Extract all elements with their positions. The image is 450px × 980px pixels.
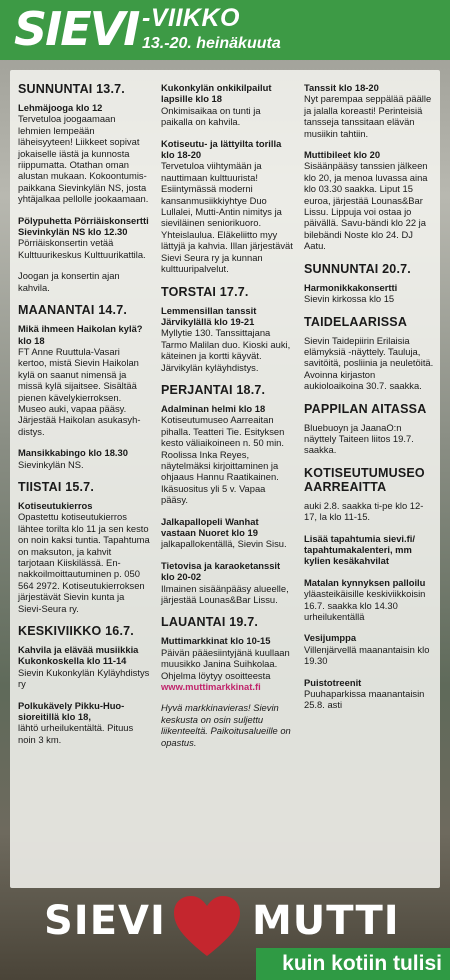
day-heading: SUNNUNTAI 20.7. bbox=[304, 261, 411, 276]
event-title: Tanssit klo 18-20 bbox=[304, 82, 379, 93]
heart-icon bbox=[172, 894, 242, 958]
footer-sievi: SIEVI bbox=[44, 898, 166, 944]
event-item bbox=[18, 700, 150, 746]
event-item bbox=[18, 644, 150, 690]
event-title: Matalan kynnyksen palloilu bbox=[304, 576, 426, 588]
event-description: Bluebuoyn ja JaanaO:n näyttely Taiteen liitos 19.7. saakka. bbox=[304, 421, 414, 456]
footer-mutti: MUTTI bbox=[252, 898, 400, 944]
event-item bbox=[161, 138, 293, 275]
event-title: Kotiseutukierros bbox=[18, 499, 93, 511]
event-title: Mikä ihmeen Haikolan kylä? klo 18 bbox=[18, 323, 143, 346]
event-title: Adalminan helmi klo 18 bbox=[161, 402, 266, 414]
event-title: Polkukävely Pikku-Huosioreitillä klo 18, bbox=[18, 699, 125, 723]
event-title: Harmonikkakonsertti bbox=[304, 281, 398, 293]
day-heading: KOTISEUTUMUSEO AARREAITTA bbox=[304, 465, 425, 494]
event-title: Kahvila ja elävää musiikkia Kukonkoskella klo 11-14 bbox=[18, 644, 139, 667]
day-heading: LAUANTAI 19.7. bbox=[161, 615, 259, 630]
event-item bbox=[161, 305, 293, 373]
day-heading: SUNNUNTAI 13.7. bbox=[18, 82, 125, 96]
day-heading: TIISTAI 15.7. bbox=[18, 479, 95, 494]
event-item bbox=[304, 677, 436, 711]
day-heading: TORSTAI 17.7. bbox=[161, 284, 249, 299]
event-item bbox=[304, 533, 436, 567]
event-description: yläasteikäisille keskiviikkoisin 16.7. saakka klo 14.30 urheilukentällä bbox=[304, 588, 426, 622]
event-description: Myllytie 130. Tanssittajana Tarmo Malilan duo. Kioski auki, käteinen ja kortti käyvät. Järvikylän kyläyhdistys. bbox=[161, 327, 291, 373]
day-heading: TAIDELAARISSA bbox=[304, 314, 408, 329]
event-description: Sievin Kukonkylän Kyläyhdistys ry bbox=[18, 666, 150, 690]
event-item bbox=[304, 500, 436, 523]
event-title: Muttimarkkinat klo 10-15 bbox=[161, 635, 271, 647]
event-title: Mansikkabingo klo 18.30 bbox=[18, 447, 128, 459]
event-item bbox=[161, 560, 293, 606]
event-item bbox=[161, 702, 293, 748]
event-description: Puuhaparkissa maanantaisin 25.8. asti bbox=[304, 688, 425, 711]
event-description: Villenjärvellä maanantaisin klo 19.30 bbox=[304, 643, 430, 667]
event-item bbox=[304, 422, 436, 456]
event-description: Onkimisaikaa on tunti ja paikalla on kahvila. bbox=[161, 104, 261, 128]
event-item bbox=[18, 447, 150, 470]
event-link[interactable]: www.muttimarkkinat.fi bbox=[161, 681, 261, 693]
event-description: Nyt parempaa seppälää päälle ja jalalla koreasti! Perinteisiä tansseja tanssitaan elävän musiikin tahtiin. bbox=[304, 93, 432, 139]
event-item bbox=[18, 323, 150, 437]
event-item bbox=[304, 282, 436, 305]
event-item bbox=[304, 632, 436, 666]
event-title: Kukonkylän onkikilpailut lapsille klo 18 bbox=[161, 82, 272, 105]
day-heading: PAPPILAN AITASSA bbox=[304, 401, 427, 416]
event-item bbox=[161, 403, 293, 506]
event-description: lähtö urheilukentältä. Pituus noin 3 km. bbox=[18, 722, 134, 745]
event-title: Vesijumppa bbox=[304, 632, 357, 644]
event-item bbox=[304, 82, 436, 139]
events-column-3 bbox=[304, 82, 436, 721]
event-title: Jalkapallopeli Wanhat vastaan Nuoret klo 19 bbox=[161, 515, 259, 538]
event-item bbox=[18, 270, 150, 293]
event-description: Opastettu kotiseutukierros lähtee torilta klo 11 ja sen kesto on noin kaksi tuntia. Tapahtuma on maksuton, ja kahvit tarjotaan Kiiskilässä. Ennakkoilmoittautuminen p. 050 564 2972. Kotiseutukierroksen järjestävät Sievin kunta ja Sievi-Seura ry. bbox=[18, 511, 150, 614]
event-description: FT Anne Ruuttula-Vasari kertoo, mistä Sievin Haikolan kylä on saanut nimensä ja missä kylä sijaitsee. Sisältää pienen kävelykierroksen. Museo auki, vapaa pääsy. Järjestää Haikolan asukasyhdistys. bbox=[18, 345, 141, 437]
day-heading: KESKIVIIKKO 16.7. bbox=[18, 624, 134, 639]
event-description: Päivän pääesiintyjänä kuullaan muusikko Janina Suihkolaa. Ohjelma löytyy osoitteesta bbox=[161, 646, 290, 681]
event-description: Hyvä markkinavieras! Sievin keskusta on osin suljettu liikenteeltä. Paikoitusalueille on opastus. bbox=[161, 702, 291, 748]
event-title: Tietovisa ja karaoketanssit klo 20-02 bbox=[161, 559, 281, 583]
event-description: Sievin kirkossa klo 15 bbox=[304, 293, 395, 305]
event-title: Kotiseutu- ja lättyilta torilla klo 18-20 bbox=[161, 137, 282, 161]
event-description: Joogan ja konsertin ajan kahvila. bbox=[18, 270, 120, 293]
events-panel bbox=[10, 70, 440, 888]
tagline: kuin kotiin tulisi bbox=[256, 948, 450, 980]
event-item bbox=[304, 577, 436, 623]
header-banner bbox=[0, 0, 450, 60]
event-description: Tervetuloa viihtymään ja nauttimaan kulttuurista! Esiintymässä moderni kansanmusiikkiyhtye Duo Lullalei, Mutti-Antin nimitys ja sieviläinen seniorikuoro. Yhteislaulua. Eläkeliitto myy lättyjä ja kahvia. Illan järjestävät Sievi Seura ry ja kunnan kulttuuripalvelut. bbox=[161, 160, 293, 275]
event-title: Muttibileet klo 20 bbox=[304, 149, 381, 161]
page-title: -VIIKKO bbox=[142, 4, 240, 32]
event-item bbox=[18, 102, 150, 205]
day-heading: MAANANTAI 14.7. bbox=[18, 303, 128, 318]
event-item bbox=[304, 149, 436, 252]
event-description: jalkapallokentällä, Sievin Sisu. bbox=[161, 538, 287, 550]
event-description: Ilmainen sisäänpääsy alueelle, järjestää Lounas&Bar Lissu. bbox=[161, 582, 289, 606]
day-heading: PERJANTAI 18.7. bbox=[161, 382, 266, 397]
event-item bbox=[161, 516, 293, 550]
events-column-1 bbox=[18, 82, 150, 755]
event-description: Sievinkylän NS. bbox=[18, 458, 84, 470]
event-item bbox=[161, 635, 293, 692]
event-item bbox=[161, 82, 293, 128]
sievi-logo: SIEVI bbox=[14, 2, 139, 56]
event-item bbox=[18, 215, 150, 261]
event-description: Sievin Taidepiirin Erilaisia elämyksiä -näyttely. Tauluja, savitöitä, posliinia ja neuletöitä. Avoinna kirjaston aukioloaikoina 30.7. saakka. bbox=[304, 334, 434, 392]
event-item bbox=[304, 335, 436, 392]
event-description: Kotiseutumuseo Aarreaitan pihalla. Teatteri Tie. Esityksen kesto väliaikoineen n. 50 min. Roolissa Inka Reyes, näytelmäksi kirjoittaminen ja ohjaaus Hannu Raatikainen. Ikäsuositus yli 5 v. Vapaa pääsy. bbox=[161, 414, 285, 506]
events-column-2 bbox=[161, 82, 293, 758]
event-title: Lemmensillan tanssit Järvikylällä klo 19-21 bbox=[161, 304, 257, 327]
event-description: Sisäänpääsy tanssien jälkeen klo 20, ja menoa luvassa aina klo 03.30 saakka. Liput 15 euroa, järjestää Lounas&Bar Lissu. Lippuja voi ostaa jo päivällä. Savu-bändi klo 22 ja bilebändi Noste klo 24. DJ Aatu. bbox=[304, 160, 428, 252]
event-title: Pölypuhetta Pörriäiskonsertti Sievinkylän NS klo 12.30 bbox=[18, 214, 149, 238]
date-range: 13.-20. heinäkuuta bbox=[142, 35, 281, 52]
event-description: auki 2.8. saakka ti-pe klo 12-17, la klo 11-15. bbox=[304, 499, 424, 523]
event-title: Lehmäjooga klo 12 bbox=[18, 102, 103, 113]
event-title: Puistotreenit bbox=[304, 676, 362, 688]
event-description: Tervetuloa joogaamaan lehmien lempeään läheisyyteen! Liikkeet sopivat jokaiselle iästä ja kunnosta riippumatta. Otathan oman alustan mukaan. Kokoontumispaikkana Sievinkylän NS, josta yhtäjalkaa pellolle jookaamaan. bbox=[18, 113, 149, 205]
event-item bbox=[18, 500, 150, 614]
event-description: Pörriäiskonsertin vetää Kulttuurikeskus Kulttuurikattila. bbox=[18, 237, 146, 260]
event-title: Lisää tapahtumia sievi.fi/ tapahtumakalenteri, mm kylien kesäkahvilat bbox=[304, 532, 415, 567]
